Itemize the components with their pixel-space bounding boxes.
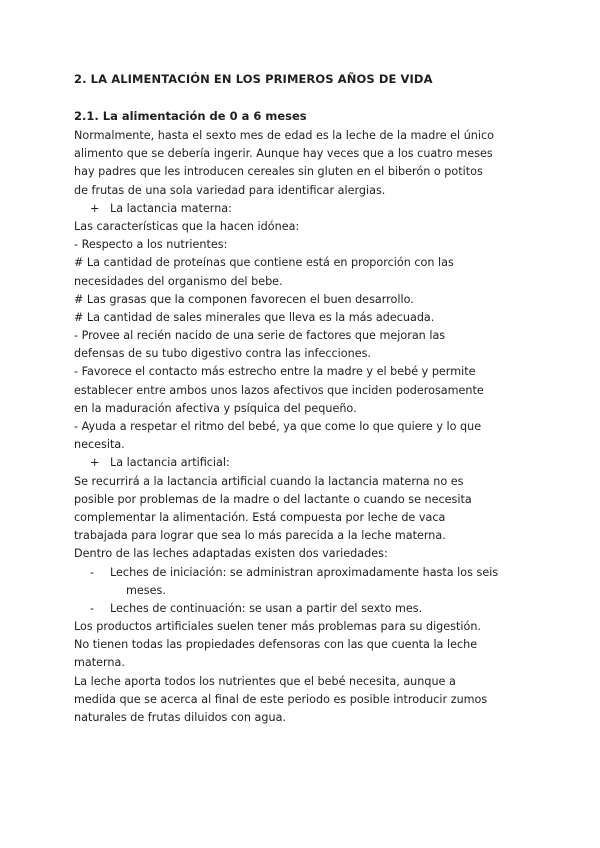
- text-line: establecer entre ambos unos lazos afectivos que inciden poderosamente: [74, 383, 484, 397]
- plus-bullet-icon: +: [90, 201, 100, 215]
- text-line: Los productos artificiales suelen tener más problemas para su digestión.: [74, 620, 481, 634]
- text-line: Normalmente, hasta el sexto mes de edad es la leche de la madre el único: [74, 129, 494, 142]
- text-line: # Las grasas que la componen favorecen el buen desarrollo.: [74, 292, 414, 306]
- bullet-lactancia-artificial: [74, 454, 544, 472]
- dash-bullet-icon: -: [90, 601, 95, 615]
- list-item-continuacion: [74, 600, 544, 618]
- section-title: 2. LA ALIMENTACIÓN EN LOS PRIMEROS AÑOS DE VIDA: [74, 72, 433, 86]
- text-line: defensas de su tubo digestivo contra las infecciones.: [74, 347, 371, 361]
- list-item-text: Leches de iniciación: se administran aproximadamente hasta los seis: [110, 565, 499, 579]
- text-line: Se recurrirá a la lactancia artificial cuando la lactancia materna no es: [74, 474, 464, 488]
- text-line: medida que se acerca al final de este periodo es posible introducir zumos: [74, 692, 488, 706]
- subsection-title: 2.1. La alimentación de 0 a 6 meses: [74, 109, 307, 123]
- text-line: complementar la alimentación. Está compuesta por leche de vaca: [74, 510, 446, 524]
- text-line: - Provee al recién nacido de una serie de factores que mejoran las: [74, 329, 446, 343]
- text-line: de frutas de una sola variedad para identificar alergias.: [74, 183, 386, 197]
- document-body: [74, 127, 544, 727]
- list-item-text: Leches de continuación: se usan a partir del sexto mes.: [110, 601, 423, 615]
- text-line: - Favorece el contacto más estrecho entre la madre y el bebé y permite: [74, 365, 476, 379]
- text-line: necesita.: [74, 438, 125, 452]
- text-line: No tienen todas las propiedades defensoras con las que cuenta la leche: [74, 638, 478, 652]
- text-line: posible por problemas de la madre o del lactante o cuando se necesita: [74, 492, 472, 506]
- text-line: naturales de frutas diluidos con agua.: [74, 711, 286, 724]
- plus-bullet-icon: +: [90, 456, 100, 470]
- text-line: - Ayuda a respetar el ritmo del bebé, ya que come lo que quiere y lo que: [74, 420, 482, 433]
- text-line: en la maduración afectiva y psíquica del pequeño.: [74, 401, 357, 415]
- text-line: - Respecto a los nutrientes:: [74, 238, 228, 252]
- list-item-continuation: [74, 582, 544, 600]
- text-line: necesidades del organismo del bebe.: [74, 274, 283, 288]
- text-line: Las características que la hacen idónea:: [74, 219, 300, 233]
- text-line: La leche aporta todos los nutrientes que el bebé necesita, aunque a: [74, 674, 456, 688]
- text-line: # La cantidad de sales minerales que lleva es la más adecuada.: [74, 310, 435, 324]
- text-line: hay padres que les introducen cereales sin gluten en el biberón o potitos: [74, 165, 483, 179]
- text-line: # La cantidad de proteínas que contiene está en proporción con las: [74, 256, 454, 270]
- text-line: alimento que se debería ingerir. Aunque hay veces que a los cuatro meses: [74, 147, 493, 161]
- text-line: trabajada para lograr que sea lo más parecida a la leche materna.: [74, 529, 446, 543]
- bullet-label: La lactancia artificial:: [110, 456, 230, 470]
- bullet-lactancia-materna: [74, 200, 544, 218]
- dash-bullet-icon: -: [90, 565, 95, 579]
- list-item-text: meses.: [126, 583, 166, 597]
- text-line: Dentro de las leches adaptadas existen dos variedades:: [74, 547, 388, 561]
- text-line: materna.: [74, 656, 125, 670]
- list-item-iniciacion: [74, 564, 544, 582]
- bullet-label: La lactancia materna:: [110, 201, 232, 215]
